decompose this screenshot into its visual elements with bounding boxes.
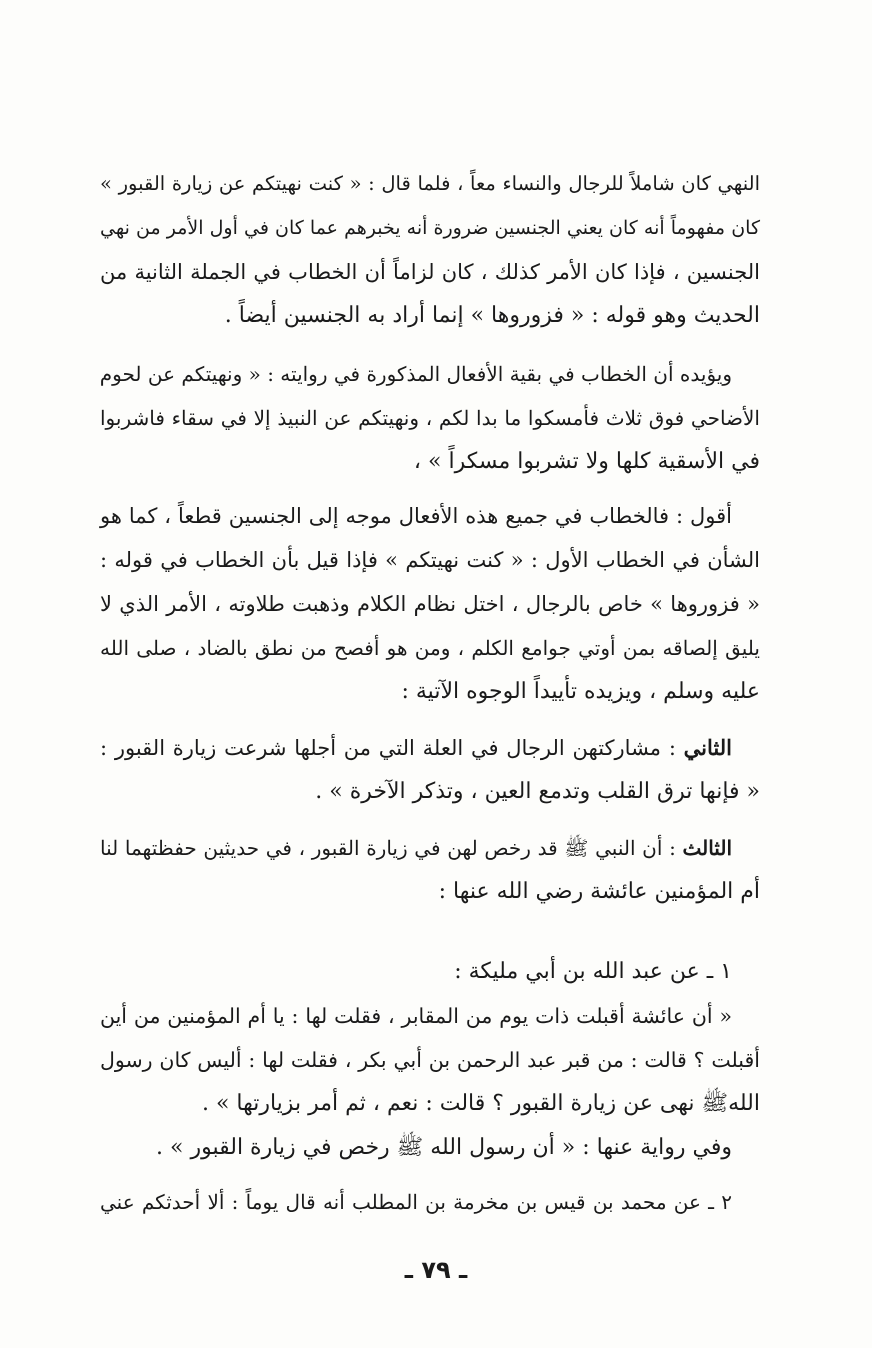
text-line: الجنسين ، فإذا كان الأمر كذلك ، كان لزاماً أن الخطاب في الجملة الثانية من: [100, 260, 760, 284]
text-line: في الأسقية كلها ولا تشربوا مسكراً » ،: [413, 449, 760, 474]
text-line: عليه وسلم ، ويزيده تأييداً الوجوه الآتية :: [401, 679, 760, 704]
paragraph-6: [100, 950, 760, 1170]
text-line: أقول : فالخطاب في جميع هذه الأفعال موجه إلى الجنسين قطعاً ، كما هو: [100, 504, 732, 528]
paragraph-7: [100, 1180, 760, 1224]
text-line: الشأن في الخطاب الأول : « كنت نهيتكم » فإذا قيل بأن الخطاب في قوله :: [100, 548, 760, 572]
paragraph-2: [100, 352, 760, 484]
text-line: [100, 826, 760, 870]
paragraph-4: [100, 726, 760, 814]
paragraph-5: [100, 826, 760, 914]
item-heading: الثاني: [683, 735, 732, 760]
text-line: النهي كان شاملاً للرجال والنساء معاً ، فلما قال : « كنت نهيتكم عن زيارة القبور »: [100, 172, 760, 195]
item-heading: الثالث: [682, 836, 732, 860]
text-line: أقبلت ؟ قالت : من قبر عبد الرحمن بن أبي بكر ، فقلت لها : أليس كان رسول: [100, 1048, 760, 1072]
text-line: « فإنها ترق القلب وتدمع العين ، وتذكر الآخرة » .: [315, 779, 760, 804]
text-line: أم المؤمنين عائشة رضي الله عنها :: [438, 879, 760, 904]
text-line: الأضاحي فوق ثلاث فأمسكوا ما بدا لكم ، ونهيتكم عن النبيذ إلا في سقاء فاشربوا: [100, 406, 760, 430]
text-line: ٢ ـ عن محمد بن قيس بن مخرمة بن المطلب أنه قال يوماً : ألا أحدثكم عني: [100, 1190, 732, 1214]
paragraph-1: [100, 162, 760, 338]
page-number: ـ ٧٩ ـ: [404, 1256, 468, 1284]
text-run: : مشاركتهن الرجال في العلة التي من أجلها شرعت زيارة القبور :: [100, 736, 684, 760]
text-line: ١ ـ عن عبد الله بن أبي مليكة :: [454, 959, 732, 984]
text-line: « فزوروها » خاص بالرجال ، اختل نظام الكلام وذهبت طلاوته ، الأمر الذي لا: [100, 592, 760, 616]
paragraph-3: [100, 494, 760, 714]
text-line: يليق إلصاقه بمن أوتي جوامع الكلم ، ومن هو أفصح من نطق بالضاد ، صلى الله: [100, 636, 760, 660]
text-line: كان مفهوماً أنه كان يعني الجنسين ضرورة أنه يخبرهم عما كان في أول الأمر من نهي: [100, 217, 760, 239]
text-run: : أن النبي ﷺ قد رخص لهن في زيارة القبور ، في حديثين حفظتهما لنا: [100, 836, 683, 860]
text-line: اللهﷺ نهى عن زيارة القبور ؟ قالت : نعم ، ثم أمر بزيارتها » .: [201, 1091, 760, 1116]
text-line: ويؤيده أن الخطاب في بقية الأفعال المذكورة في روايته : « ونهيتكم عن لحوم: [99, 362, 732, 386]
text-line: الحديث وهو قوله : « فزوروها » إنما أراد به الجنسين أيضاً .: [224, 303, 760, 328]
text-line: [100, 726, 760, 770]
text-line: وفي رواية عنها : « أن رسول الله ﷺ رخص في زيارة القبور » .: [156, 1135, 732, 1160]
text-line: « أن عائشة أقبلت ذات يوم من المقابر ، فقلت لها : يا أم المؤمنين من أين: [100, 1004, 732, 1028]
